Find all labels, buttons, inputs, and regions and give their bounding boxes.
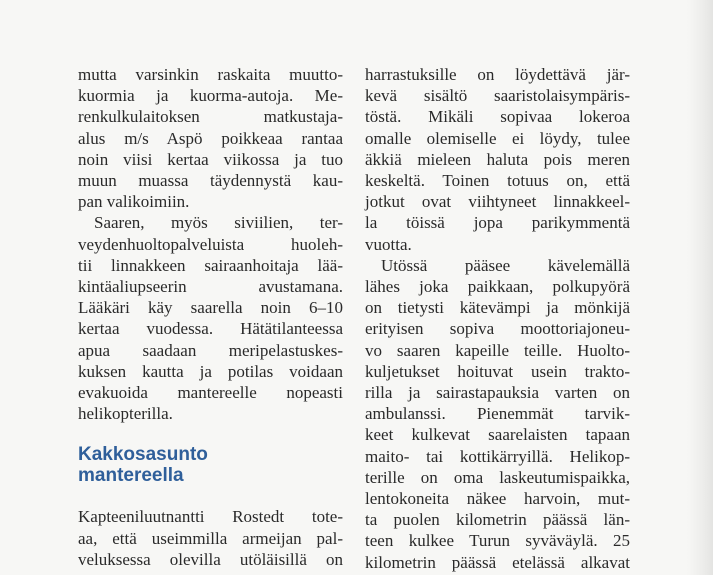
text-line: ta puolen kilometrin päässä län- — [365, 510, 630, 530]
text-line: kintäaliupseerin avustamana. — [78, 277, 343, 297]
text-line: tii linnakkeen sairaanhoitaja lää- — [78, 255, 343, 275]
text-line: helikopterilla. — [78, 404, 173, 424]
text-line: renkulkulaitoksen matkustaja- — [78, 107, 343, 127]
text-line: ambulanssi. Pienemmät tarvik- — [365, 404, 630, 424]
text-line: Lääkäri käy saarella noin 6–10 — [78, 298, 343, 318]
text-line: vo saaren kapeille teille. Huolto- — [365, 340, 630, 360]
text-line: apua saadaan meripelastuskes- — [78, 340, 343, 360]
right-column — [365, 64, 630, 573]
text-line: omalle olemiselle ei löydy, tulee — [365, 128, 630, 148]
section-heading — [78, 444, 343, 486]
section-heading-line-1: Kakkosasunto — [78, 444, 208, 466]
text-line: äkkiä mieleen haluta pois meren — [365, 149, 630, 169]
text-line: kuormia ja kuorma-autoja. Me- — [78, 86, 343, 106]
page-edge-shadow — [687, 0, 713, 575]
text-line: vuotta. — [365, 234, 412, 254]
text-line: terille on oma laskeutumispaikka, — [365, 467, 630, 487]
text-line: kertaa vuodessa. Hätätilanteessa — [78, 319, 343, 339]
text-line: veluksessa olevilla utöläisillä on — [78, 549, 343, 569]
left-column — [78, 64, 343, 570]
left-paragraph-2 — [78, 212, 343, 424]
text-line: maito- tai kottikärryillä. Helikop- — [365, 446, 630, 466]
text-line: kuksen kautta ja potilas voidaan — [78, 361, 343, 381]
section-heading-line-2: mantereella — [78, 465, 184, 487]
text-line: lentokoneita näkee harvoin, mut- — [365, 489, 630, 509]
text-line: veydenhuoltopalveluista huoleh- — [78, 234, 343, 254]
text-line: alus m/s Aspö poikkeaa rantaa — [78, 128, 343, 148]
text-line: muun muassa täydennystä kau- — [78, 171, 343, 191]
text-line: kuljetukset hoituvat usein trakto- — [365, 361, 630, 381]
text-line: teen kulkee Turun syväväylä. 25 — [365, 531, 630, 551]
right-paragraph-1 — [365, 64, 630, 255]
text-line: Kapteeniluutnantti Rostedt tote- — [78, 507, 343, 527]
text-line: jotkut ovat viihtyneet linnakkeel- — [365, 192, 630, 212]
text-line: la töissä jopa parikymmentä — [365, 213, 630, 233]
text-line: lähes joka paikkaan, polkupyörä — [365, 277, 630, 297]
text-line: keet kulkevat saarelaisten tapaan — [365, 425, 630, 445]
text-line: harrastuksille on löydettävä jär- — [365, 65, 630, 84]
text-line: Utössä pääsee kävelemällä — [381, 255, 630, 275]
left-paragraph-1 — [78, 64, 343, 212]
text-line: kevä sisältö saaristolaisympäris- — [365, 86, 630, 106]
text-line: Saaren, myös siviilien, ter- — [94, 213, 343, 233]
text-line: keskeltä. Toinen totuus on, että — [365, 171, 630, 191]
text-line: erityisen sopiva moottoriajoneu- — [365, 319, 630, 339]
text-line: noin viisi kertaa viikossa ja tuo — [78, 149, 343, 169]
text-line: mutta varsinkin raskaita muutto- — [78, 65, 343, 84]
right-paragraph-2 — [365, 255, 630, 573]
text-line: aa, että useimmilla armeijan pal- — [78, 528, 343, 548]
text-line: kilometrin päässä etelässä alkavat — [365, 552, 630, 572]
text-line: evakuoida mantereelle nopeasti — [78, 383, 343, 403]
left-paragraph-3 — [78, 506, 343, 570]
text-line: rilla ja sairastapauksia varten on — [365, 383, 630, 403]
text-line: on tietysti kätevämpi ja mönkijä — [365, 298, 630, 318]
text-line: töstä. Mikäli sopivaa lokeroa — [365, 107, 630, 127]
text-line: pan valikoimiin. — [78, 192, 190, 212]
